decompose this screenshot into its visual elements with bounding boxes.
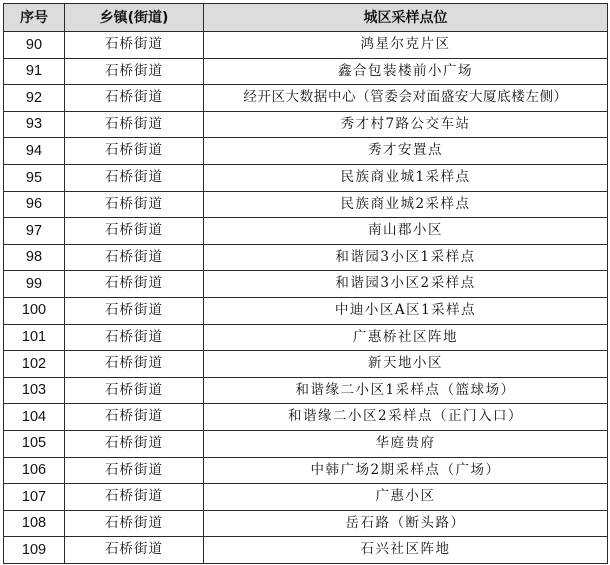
row-site: 民族商业城1采样点 — [204, 164, 608, 191]
row-site: 和谐缘二小区1采样点（篮球场） — [204, 377, 608, 404]
row-town: 石桥街道 — [65, 297, 204, 324]
row-site: 华庭贵府 — [204, 430, 608, 457]
row-index: 97 — [4, 218, 65, 245]
row-site: 广惠桥社区阵地 — [204, 324, 608, 351]
row-town: 石桥街道 — [65, 191, 204, 218]
row-index: 107 — [4, 484, 65, 511]
row-index: 93 — [4, 111, 65, 138]
row-index: 101 — [4, 324, 65, 351]
table-row — [4, 297, 608, 324]
row-index: 94 — [4, 138, 65, 165]
row-index: 95 — [4, 164, 65, 191]
table-row — [4, 404, 608, 431]
row-town: 石桥街道 — [65, 244, 204, 271]
row-town: 石桥街道 — [65, 484, 204, 511]
table-header — [4, 4, 608, 32]
table-row — [4, 271, 608, 298]
row-town: 石桥街道 — [65, 111, 204, 138]
table-body — [4, 32, 608, 564]
table-row — [4, 138, 608, 165]
row-town: 石桥街道 — [65, 32, 204, 59]
row-town: 石桥街道 — [65, 510, 204, 537]
row-index: 108 — [4, 510, 65, 537]
row-site: 鸿星尔克片区 — [204, 32, 608, 59]
row-index: 92 — [4, 85, 65, 112]
row-site: 经开区大数据中心（管委会对面盛安大厦底楼左侧） — [204, 85, 608, 112]
table-row — [4, 351, 608, 378]
row-site: 新天地小区 — [204, 351, 608, 378]
table-row — [4, 377, 608, 404]
row-site: 鑫合包装楼前小广场 — [204, 58, 608, 85]
row-index: 90 — [4, 32, 65, 59]
row-site: 秀才安置点 — [204, 138, 608, 165]
row-index: 106 — [4, 457, 65, 484]
row-town: 石桥街道 — [65, 377, 204, 404]
table-row — [4, 164, 608, 191]
row-index: 96 — [4, 191, 65, 218]
row-index: 91 — [4, 58, 65, 85]
row-town: 石桥街道 — [65, 271, 204, 298]
row-town: 石桥街道 — [65, 58, 204, 85]
header-index: 序号 — [4, 4, 65, 32]
row-town: 石桥街道 — [65, 138, 204, 165]
row-site: 和谐园3小区2采样点 — [204, 271, 608, 298]
row-site: 中迪小区A区1采样点 — [204, 297, 608, 324]
row-site: 秀才村7路公交车站 — [204, 111, 608, 138]
row-index: 105 — [4, 430, 65, 457]
row-site: 中韩广场2期采样点（广场） — [204, 457, 608, 484]
row-index: 103 — [4, 377, 65, 404]
table-row — [4, 85, 608, 112]
row-index: 102 — [4, 351, 65, 378]
table-row — [4, 191, 608, 218]
header-row — [4, 4, 608, 32]
table-row — [4, 111, 608, 138]
table-row — [4, 537, 608, 564]
row-town: 石桥街道 — [65, 218, 204, 245]
row-town: 石桥街道 — [65, 85, 204, 112]
row-town: 石桥街道 — [65, 430, 204, 457]
row-town: 石桥街道 — [65, 404, 204, 431]
row-site: 石兴社区阵地 — [204, 537, 608, 564]
row-site: 和谐园3小区1采样点 — [204, 244, 608, 271]
table-row — [4, 324, 608, 351]
row-town: 石桥街道 — [65, 351, 204, 378]
row-site: 民族商业城2采样点 — [204, 191, 608, 218]
table-row — [4, 457, 608, 484]
row-site: 南山郡小区 — [204, 218, 608, 245]
row-town: 石桥街道 — [65, 164, 204, 191]
table-row — [4, 32, 608, 59]
row-town: 石桥街道 — [65, 324, 204, 351]
row-index: 104 — [4, 404, 65, 431]
table-row — [4, 484, 608, 511]
table-row — [4, 218, 608, 245]
row-index: 109 — [4, 537, 65, 564]
table-row — [4, 244, 608, 271]
row-site: 岳石路（断头路） — [204, 510, 608, 537]
row-index: 98 — [4, 244, 65, 271]
sampling-sites-table — [3, 3, 608, 564]
table-row — [4, 430, 608, 457]
row-index: 99 — [4, 271, 65, 298]
row-index: 100 — [4, 297, 65, 324]
table-row — [4, 510, 608, 537]
row-site: 广惠小区 — [204, 484, 608, 511]
header-town: 乡镇(街道) — [65, 4, 204, 32]
row-town: 石桥街道 — [65, 457, 204, 484]
row-site: 和谐缘二小区2采样点（正门入口） — [204, 404, 608, 431]
header-site: 城区采样点位 — [204, 4, 608, 32]
table-row — [4, 58, 608, 85]
row-town: 石桥街道 — [65, 537, 204, 564]
